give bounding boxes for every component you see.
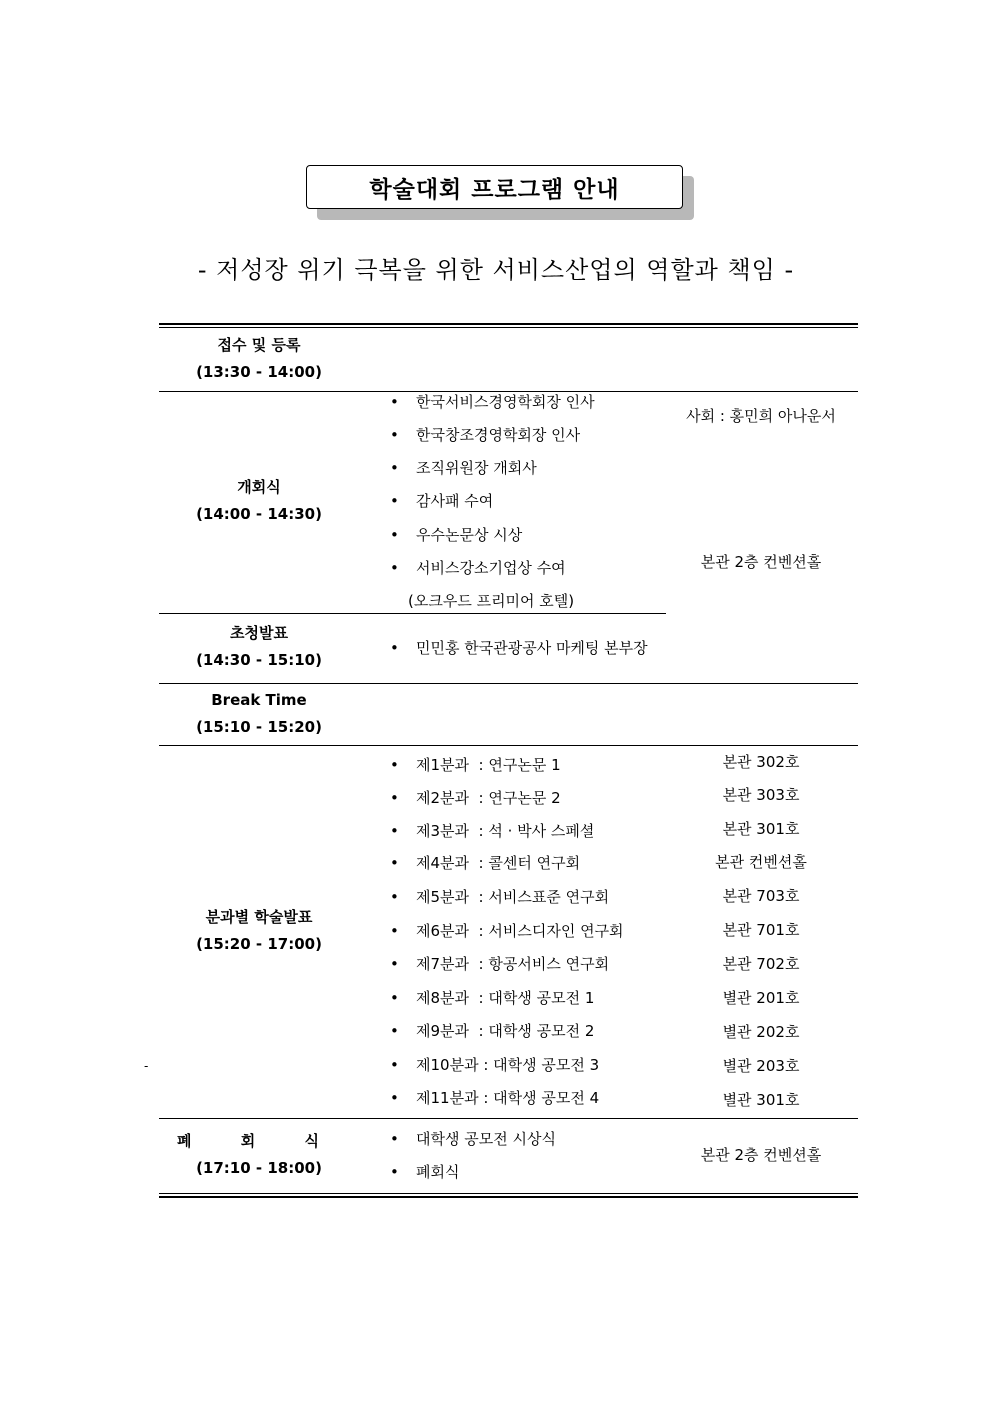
- list-item: • 제11분과 : 대학생 공모전 4: [390, 1089, 600, 1107]
- registration-label: 접수 및 등록 (13:30 - 14:00): [196, 336, 322, 381]
- session-venue: 본관 701호: [722, 921, 800, 939]
- list-item: • 제9분과 : 대학생 공모전 2: [390, 1022, 595, 1040]
- session-venue: 본관 303호: [722, 786, 800, 804]
- row-divider: [159, 683, 858, 684]
- list-item: • 제4분과 : 콜센터 연구회: [390, 854, 581, 872]
- table-top-rule-inner: [159, 327, 858, 328]
- list-item: • 조직위원장 개회사: [390, 459, 537, 477]
- list-item: • 민민홍 한국관광공사 마케팅 본부장: [390, 639, 648, 657]
- page-title: 학술대회 프로그램 안내: [306, 165, 683, 209]
- session-venue: 별관 301호: [722, 1091, 800, 1109]
- table-bottom-rule: [159, 1196, 858, 1198]
- opening-venue-note: (오크우드 프리미어 호텔): [408, 592, 575, 610]
- row-divider: [159, 1118, 858, 1119]
- closing-venue: 본관 2층 컨벤션홀: [700, 1146, 822, 1164]
- table-bottom-rule-inner: [159, 1193, 858, 1194]
- session-venue: 본관 702호: [722, 955, 800, 973]
- list-item: • 제1분과 : 연구논문 1: [390, 756, 561, 774]
- list-item: • 한국창조경영학회장 인사: [390, 426, 581, 444]
- opening-mc: 사회 : 홍민희 아나운서: [686, 407, 836, 425]
- list-item: • 대학생 공모전 시상식: [390, 1130, 556, 1148]
- opening-venue: 본관 2층 컨벤션홀: [700, 553, 822, 571]
- break-label: Break Time (15:10 - 15:20): [196, 691, 322, 736]
- session-venue: 본관 301호: [722, 820, 800, 838]
- session-venue: 본관 컨벤션홀: [715, 853, 807, 871]
- session-venue: 별관 201호: [722, 989, 800, 1007]
- keynote-label: 초청발표 (14:30 - 15:10): [196, 624, 322, 669]
- session-venue: 본관 302호: [722, 753, 800, 771]
- row-divider: [159, 745, 858, 746]
- list-item: • 제3분과 : 석 · 박사 스페셜: [390, 822, 595, 840]
- row-divider: [159, 613, 666, 614]
- session-venue: 별관 202호: [722, 1023, 800, 1041]
- list-item: • 제2분과 : 연구논문 2: [390, 789, 561, 807]
- list-item: • 제6분과 : 서비스디자인 연구회: [390, 922, 624, 940]
- page-subtitle: - 저성장 위기 극복을 위한 서비스산업의 역할과 책임 -: [197, 256, 795, 284]
- closing-label: 폐 회 식 (17:10 - 18:00): [177, 1132, 341, 1177]
- margin-mark: -: [144, 1059, 149, 1073]
- opening-label: 개회식 (14:00 - 14:30): [196, 478, 322, 523]
- list-item: • 제5분과 : 서비스표준 연구회: [390, 888, 610, 906]
- list-item: • 한국서비스경영학회장 인사: [390, 393, 595, 411]
- list-item: • 폐회식: [390, 1163, 460, 1181]
- list-item: • 감사패 수여: [390, 492, 494, 510]
- list-item: • 우수논문상 시상: [390, 526, 523, 544]
- list-item: • 서비스강소기업상 수여: [390, 559, 566, 577]
- table-top-rule: [159, 323, 858, 325]
- session-venue: 별관 203호: [722, 1057, 800, 1075]
- list-item: • 제7분과 : 항공서비스 연구회: [390, 955, 610, 973]
- session-venue: 본관 703호: [722, 887, 800, 905]
- list-item: • 제8분과 : 대학생 공모전 1: [390, 989, 595, 1007]
- sessions-label: 분과별 학술발표 (15:20 - 17:00): [196, 908, 322, 953]
- list-item: • 제10분과 : 대학생 공모전 3: [390, 1056, 600, 1074]
